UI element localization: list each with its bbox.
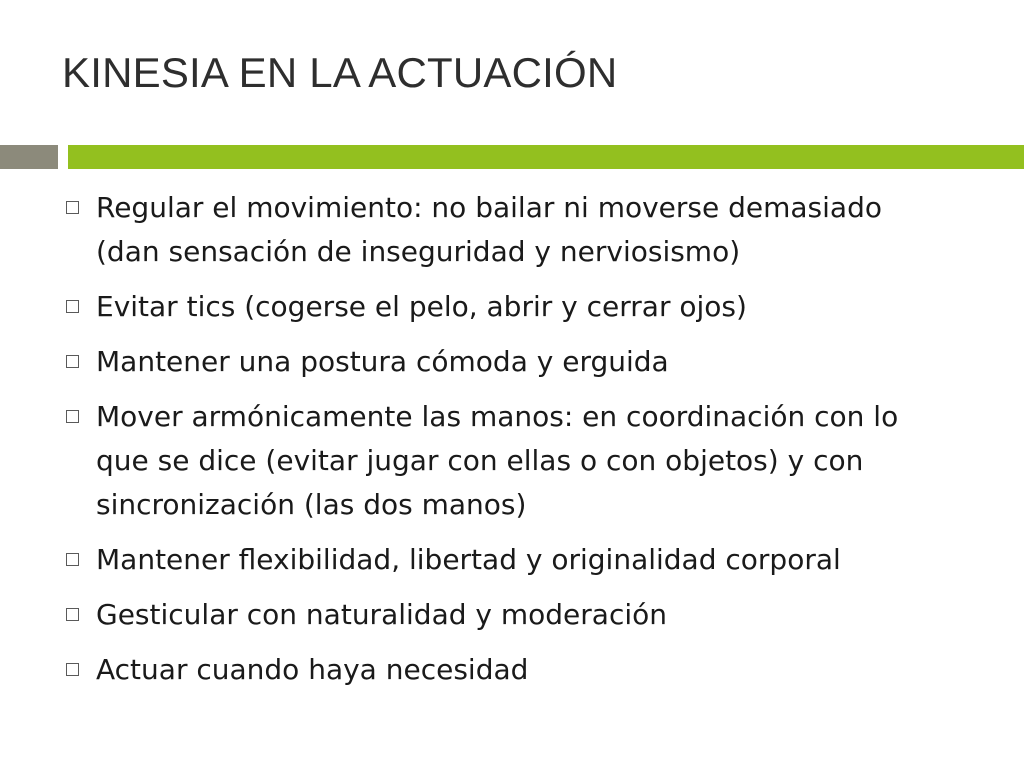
bullet-item [62, 186, 992, 274]
bullet-text: Evitar tics (cogerse el pelo, abrir y cerrar ojos) [96, 290, 747, 323]
bullet-text: Mover armónicamente las manos: en coordinación con lo que se dice (evitar jugar con ellas o con objetos) y con sincronización (las dos manos) [96, 400, 899, 521]
bullet-text: Gesticular con naturalidad y moderación [96, 598, 667, 631]
bullet-item [62, 593, 992, 637]
square-bullet-icon [66, 608, 79, 621]
bullet-item [62, 285, 992, 329]
bullet-item [62, 340, 992, 384]
slide-title: KINESIA EN LA ACTUACIÓN [62, 49, 618, 96]
bullet-item [62, 395, 992, 527]
bullet-list [62, 186, 992, 703]
bullet-item [62, 538, 992, 582]
bullet-text: Mantener una postura cómoda y erguida [96, 345, 669, 378]
bullet-text: Actuar cuando haya necesidad [96, 653, 529, 686]
accent-bar-green [68, 145, 1024, 169]
bullet-item [62, 648, 992, 692]
square-bullet-icon [66, 355, 79, 368]
square-bullet-icon [66, 201, 79, 214]
square-bullet-icon [66, 553, 79, 566]
square-bullet-icon [66, 410, 79, 423]
square-bullet-icon [66, 300, 79, 313]
accent-bar-gray [0, 145, 58, 169]
square-bullet-icon [66, 663, 79, 676]
bullet-text: Regular el movimiento: no bailar ni moverse demasiado (dan sensación de inseguridad y nerviosismo) [96, 191, 882, 268]
bullet-text: Mantener flexibilidad, libertad y originalidad corporal [96, 543, 841, 576]
